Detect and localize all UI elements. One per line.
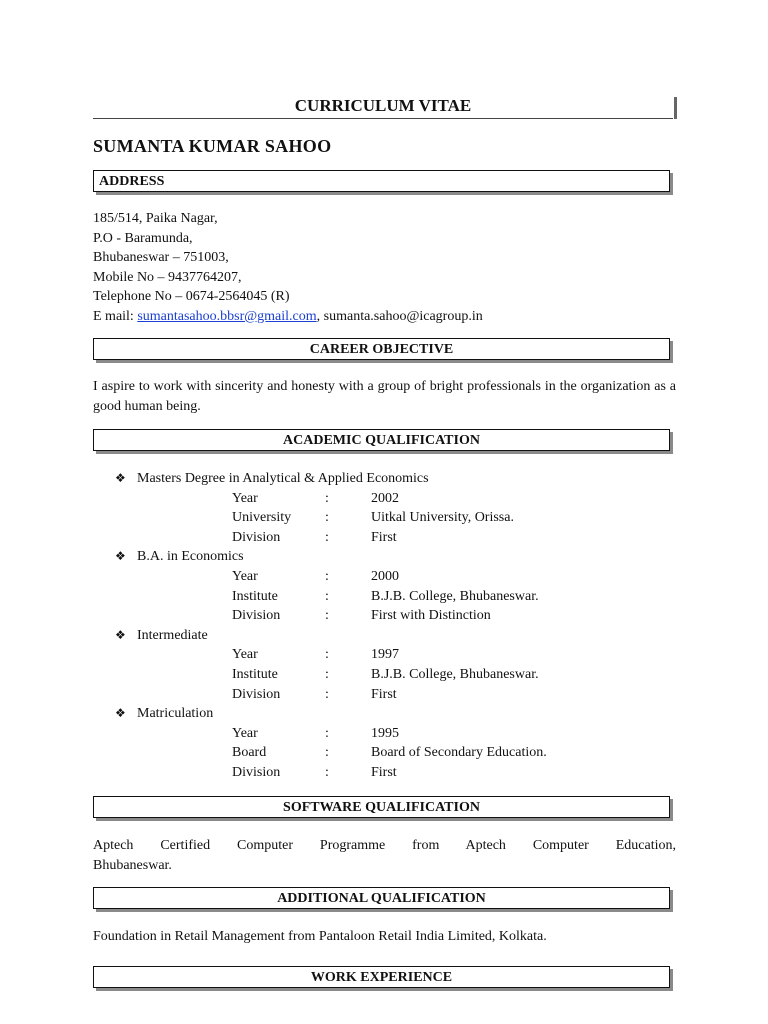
detail-row: Division : First bbox=[232, 686, 397, 702]
email-line bbox=[93, 307, 676, 327]
diamond-bullet-icon: ❖ bbox=[115, 549, 126, 564]
section-header-career-objective: CAREER OBJECTIVE bbox=[93, 338, 670, 360]
mobile-line: Mobile No – 9437764207, bbox=[93, 269, 242, 285]
section-header-software-qualification: SOFTWARE QUALIFICATION bbox=[93, 796, 670, 818]
academic-item bbox=[115, 547, 675, 625]
diamond-bullet-icon: ❖ bbox=[115, 706, 126, 721]
section-header-address: ADDRESS bbox=[93, 170, 670, 192]
address-block bbox=[93, 209, 676, 326]
address-line: 185/514, Paika Nagar, bbox=[93, 211, 218, 226]
address-line: P.O - Baramunda, bbox=[93, 230, 193, 246]
academic-item bbox=[115, 704, 675, 782]
detail-row: Board : Board of Secondary Education. bbox=[232, 745, 547, 761]
detail-row: Institute : B.J.B. College, Bhubaneswar. bbox=[232, 588, 539, 604]
detail-row: Division : First with Distinction bbox=[232, 608, 491, 624]
detail-row: Year : 2000 bbox=[232, 568, 399, 584]
qualification-title: Masters Degree in Analytical & Applied Economics bbox=[137, 471, 429, 486]
software-qualification-text bbox=[93, 836, 676, 875]
diamond-bullet-icon: ❖ bbox=[115, 627, 126, 642]
email-link-primary[interactable]: sumantasahoo.bbsr@gmail.com bbox=[137, 308, 317, 324]
academic-item bbox=[115, 626, 675, 704]
detail-row: Year : 1995 bbox=[232, 725, 399, 741]
section-header-additional-qualification: ADDITIONAL QUALIFICATION bbox=[93, 887, 670, 909]
detail-row: Division : First bbox=[232, 764, 397, 780]
email-secondary: sumanta.sahoo@icagroup.in bbox=[323, 308, 483, 324]
academic-item bbox=[115, 469, 675, 547]
detail-row: Institute : B.J.B. College, Bhubaneswar. bbox=[232, 666, 539, 682]
academic-list bbox=[115, 469, 675, 783]
cv-title: CURRICULUM VITAE bbox=[93, 94, 673, 119]
qualification-title: Matriculation bbox=[137, 706, 214, 722]
detail-row: Division : First bbox=[232, 529, 397, 545]
diamond-bullet-icon: ❖ bbox=[115, 471, 126, 485]
additional-qualification-text: Foundation in Retail Management from Pantaloon Retail India Limited, Kolkata. bbox=[93, 929, 547, 944]
address-line: Bhubaneswar – 751003, bbox=[93, 250, 229, 265]
email-label: E mail: bbox=[93, 308, 138, 324]
software-line: Aptech Certified Computer Programme from Aptech Computer Education, bbox=[93, 838, 676, 853]
career-objective-text: I aspire to work with sincerity and honesty with a group of bright professionals in the organization as a good human being. bbox=[93, 379, 676, 414]
detail-row: University : Uitkal University, Orissa. bbox=[232, 510, 514, 526]
qualification-title: B.A. in Economics bbox=[137, 549, 244, 565]
telephone-line: Telephone No – 0674-2564045 (R) bbox=[93, 289, 290, 304]
qualification-title: Intermediate bbox=[137, 627, 208, 643]
section-header-work-experience: WORK EXPERIENCE bbox=[93, 966, 670, 988]
detail-row: Year : 1997 bbox=[232, 647, 399, 663]
email-separator: , bbox=[316, 308, 324, 324]
candidate-name: SUMANTA KUMAR SAHOO bbox=[93, 136, 332, 156]
software-line: Bhubaneswar. bbox=[93, 857, 172, 873]
detail-row: Year : 2002 bbox=[232, 490, 399, 506]
section-header-academic-qualification: ACADEMIC QUALIFICATION bbox=[93, 429, 670, 451]
